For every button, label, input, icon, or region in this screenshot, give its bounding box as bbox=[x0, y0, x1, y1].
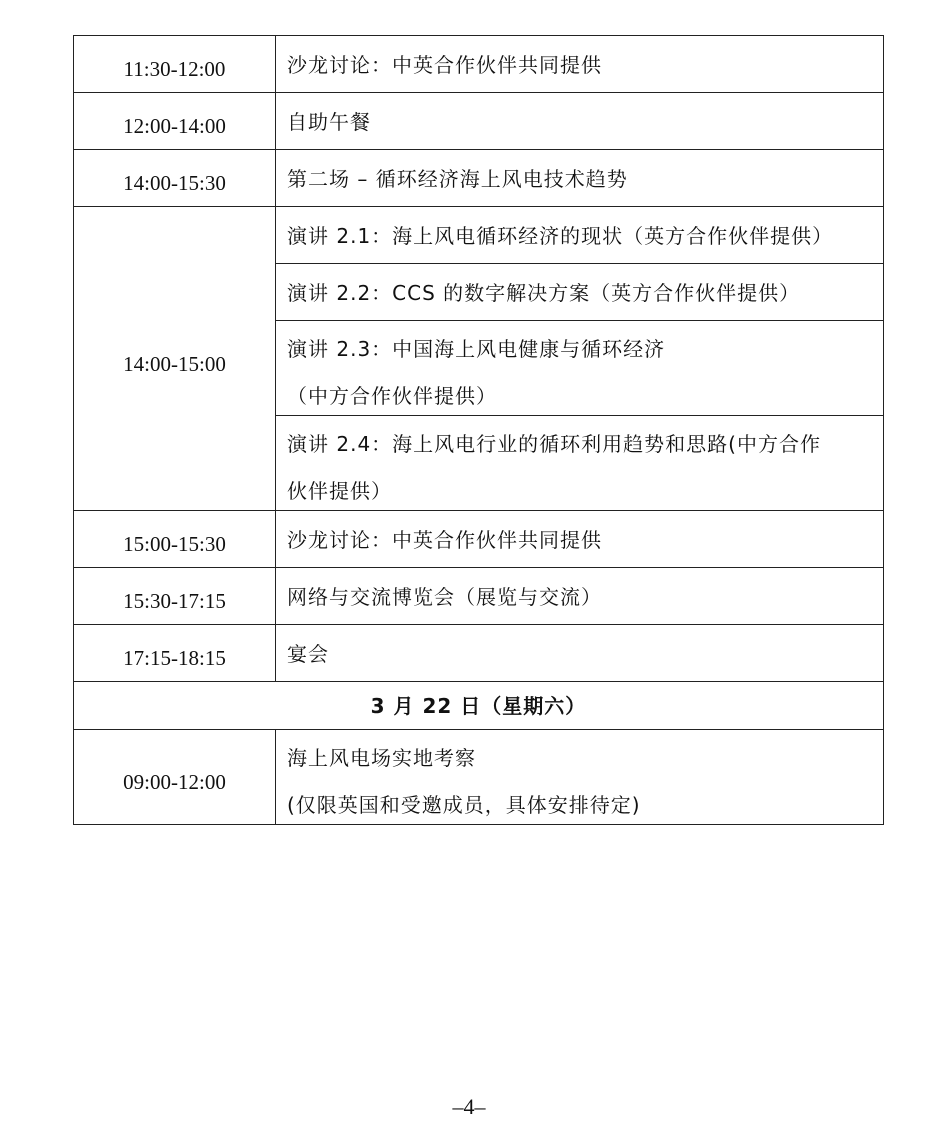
time-cell: 17:15-18:15 bbox=[74, 625, 276, 682]
time-cell: 12:00-14:00 bbox=[74, 93, 276, 150]
table-row bbox=[74, 36, 884, 93]
description-cell bbox=[276, 416, 884, 511]
time-cell: 11:30-12:00 bbox=[74, 36, 276, 93]
time-cell: 09:00-12:00 bbox=[74, 730, 276, 825]
description-cell: 自助午餐 bbox=[276, 93, 884, 150]
schedule-table bbox=[73, 35, 884, 825]
time-cell: 15:00-15:30 bbox=[74, 511, 276, 568]
description-cell bbox=[276, 321, 884, 416]
description-line: 海上风电场实地考察 bbox=[287, 746, 476, 770]
description-line: 演讲 2.4：海上风电行业的循环利用趋势和思路(中方合作 bbox=[287, 432, 821, 456]
table-row bbox=[74, 568, 884, 625]
description-cell: 宴会 bbox=[276, 625, 884, 682]
date-header-row bbox=[74, 682, 884, 730]
description-line: （中方合作伙伴提供） bbox=[287, 384, 497, 408]
table-row bbox=[74, 625, 884, 682]
description-cell: 第二场 – 循环经济海上风电技术趋势 bbox=[276, 150, 884, 207]
description-cell: 演讲 2.2：CCS 的数字解决方案（英方合作伙伴提供） bbox=[276, 264, 884, 321]
description-cell bbox=[276, 730, 884, 825]
table-row bbox=[74, 93, 884, 150]
table-row bbox=[74, 511, 884, 568]
time-cell: 14:00-15:30 bbox=[74, 150, 276, 207]
table-row bbox=[74, 207, 884, 264]
description-line: 演讲 2.3：中国海上风电健康与循环经济 bbox=[287, 337, 666, 361]
table-row bbox=[74, 150, 884, 207]
description-line: 伙伴提供） bbox=[287, 479, 392, 503]
description-cell: 演讲 2.1：海上风电循环经济的现状（英方合作伙伴提供） bbox=[276, 207, 884, 264]
page-number: –4– bbox=[452, 1094, 486, 1119]
date-header: 3 月 22 日（星期六） bbox=[74, 682, 884, 730]
description-cell: 网络与交流博览会（展览与交流） bbox=[276, 568, 884, 625]
description-cell: 沙龙讨论：中英合作伙伴共同提供 bbox=[276, 36, 884, 93]
time-cell: 15:30-17:15 bbox=[74, 568, 276, 625]
time-cell: 14:00-15:00 bbox=[74, 207, 276, 511]
description-cell: 沙龙讨论：中英合作伙伴共同提供 bbox=[276, 511, 884, 568]
table-row bbox=[74, 730, 884, 825]
description-line: (仅限英国和受邀成员，具体安排待定) bbox=[287, 793, 641, 817]
